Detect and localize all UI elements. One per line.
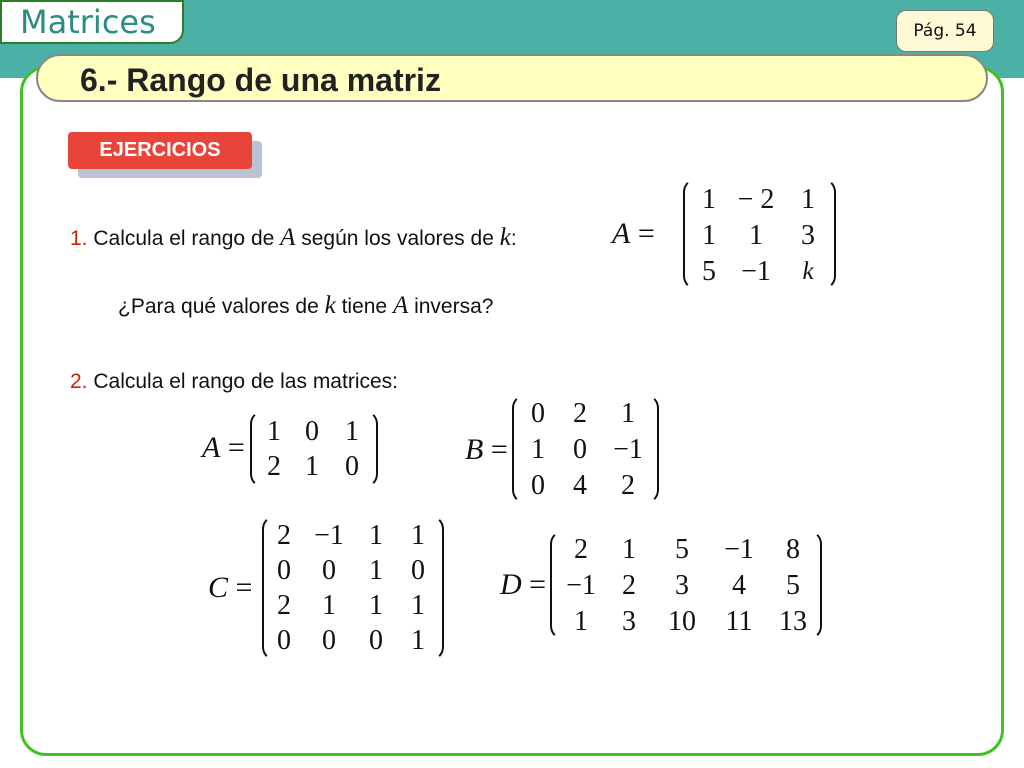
matrixD-label: D = [500,568,547,601]
matrix-cell: 0 [277,555,291,586]
topic-tab: Matrices [0,0,184,44]
matrix-cell: 1 [322,590,336,621]
matrix-cell: 1 [305,451,319,482]
matrix-cell: 1 [531,434,545,465]
matrix-cell: 1 [621,398,635,429]
matrix-cell: 8 [786,534,800,565]
matrix-cell: 0 [345,451,359,482]
matrix-cell: −1 [613,434,643,465]
matrix-cell: 3 [675,570,689,601]
matrix-cell: 1 [702,184,716,215]
matrix-cell: 2 [621,470,635,501]
matrix-cell: 13 [779,606,807,637]
matrix-cell: 5 [702,256,716,287]
matrix1-grid [692,182,830,290]
matrix-cell: k [802,258,814,285]
matrix-cell: 1 [622,534,636,565]
matrixC-label: C = [208,571,253,604]
matrix-cell: −1 [314,520,344,551]
matrix-cell: 1 [369,555,383,586]
matrix-cell: 5 [786,570,800,601]
matrix-cell: 2 [622,570,636,601]
matrix-cell: 1 [801,184,815,215]
matrix-cell: 0 [531,470,545,501]
matrix-cell: 5 [675,534,689,565]
matrix-cell: 2 [277,520,291,551]
matrixA-grid [256,414,372,484]
matrix-cell: 0 [277,625,291,656]
matrix-cell: 0 [411,555,425,586]
matrixD-grid [558,532,818,640]
matrix-cell: 3 [622,606,636,637]
matrix-cell: 11 [725,606,753,637]
matrix-cell: 1 [702,220,716,251]
matrix-cell: 3 [801,220,815,251]
matrix-cell: 4 [732,570,746,601]
matrix-cell: 0 [531,398,545,429]
matrixB-label: B = [465,433,508,466]
matrix-cell: 1 [749,220,763,251]
matrixA-label: A = [202,431,245,464]
matrix-cell: 0 [322,625,336,656]
matrixC-grid [266,518,440,658]
matrix1-label: A = [612,217,655,250]
matrix-cell: 2 [573,398,587,429]
matrix-cell: 1 [267,416,281,447]
matrix-cell: −1 [566,570,596,601]
matrix-cell: 4 [573,470,587,501]
matrix-cell: 0 [305,416,319,447]
matrix-cell: 0 [573,434,587,465]
matrix-cell: 2 [277,590,291,621]
matrix-cell: 1 [574,606,588,637]
matrix-cell: −1 [724,534,754,565]
matrix-cell: 1 [345,416,359,447]
matrix-cell: 0 [322,555,336,586]
matrix-cell: − 2 [737,184,775,215]
matrix-cell: 1 [411,625,425,656]
matrix-cell: 0 [369,625,383,656]
page-number: Pág. 54 [896,10,994,52]
page-title: 6.- Rango de una matriz [80,62,441,98]
matrix-cell: 1 [411,520,425,551]
exercise1-statement: 1. Calcula el rango de A según los valores de k: [70,224,517,251]
matrix-cell: 1 [369,590,383,621]
matrix-cell: 10 [668,606,696,637]
matrix-cell: 1 [369,520,383,551]
matrix-cell: 1 [411,590,425,621]
exercise2-statement: 2. Calcula el rango de las matrices: [70,370,398,393]
matrix-cell: 2 [267,451,281,482]
exercises-tag: EJERCICIOS [68,132,252,169]
matrix-cell: 2 [574,534,588,565]
exercise1-question: ¿Para qué valores de k tiene A inversa? [118,292,494,319]
matrixB-grid [518,396,654,504]
matrix-cell: −1 [741,256,771,287]
